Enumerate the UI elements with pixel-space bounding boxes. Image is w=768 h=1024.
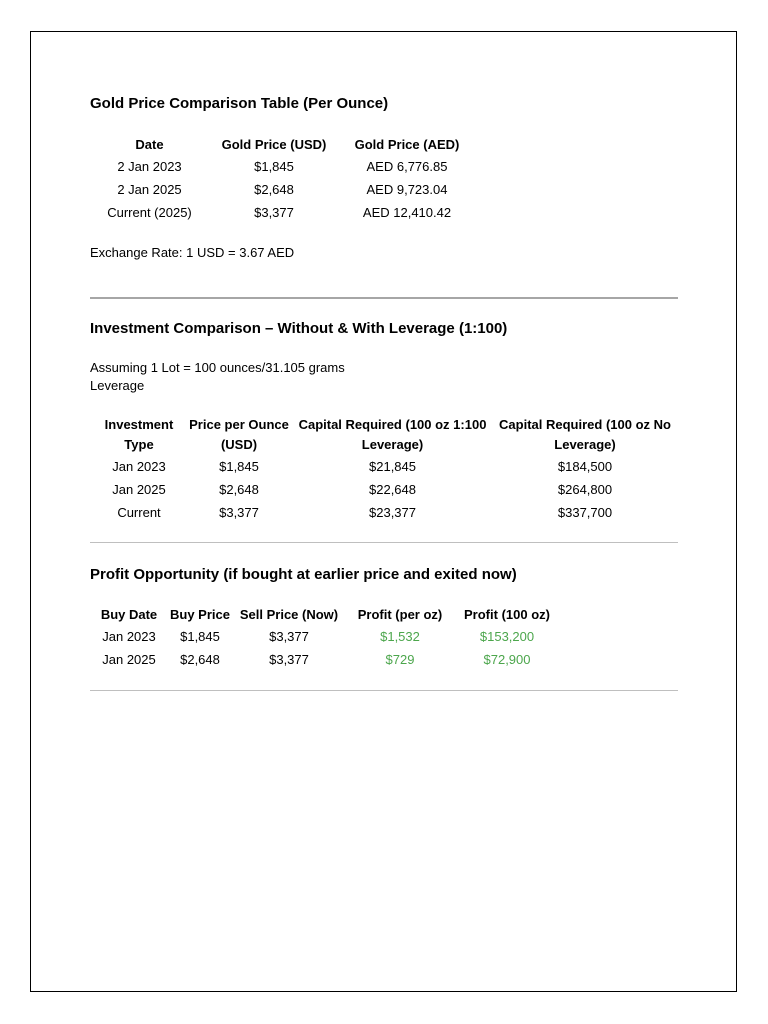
table-header-row	[90, 605, 560, 625]
cell-usd: $3,377	[254, 205, 294, 220]
table-row	[90, 625, 560, 648]
lot-assumption-note: Assuming 1 Lot = 100 ounces/31.105 grams	[90, 360, 345, 375]
header-date: Date	[135, 137, 164, 152]
cell-usd: $2,648	[254, 182, 294, 197]
cell-capital-leverage: $21,845	[369, 459, 416, 474]
investment-table	[90, 415, 675, 524]
cell-profit-per-oz: $729	[385, 652, 415, 667]
cell-sell-price: $3,377	[269, 629, 309, 644]
cell-capital-leverage: $23,377	[369, 505, 416, 520]
cell-capital-no-leverage: $264,800	[557, 482, 613, 497]
cell-capital-no-leverage: $337,700	[557, 505, 613, 520]
cell-profit-100oz: $72,900	[483, 652, 531, 667]
header-gold-usd: Gold Price (USD)	[221, 137, 327, 152]
cell-type: Current	[117, 505, 161, 520]
cell-buy-price: $1,845	[180, 629, 220, 644]
exchange-rate-note: Exchange Rate: 1 USD = 3.67 AED	[90, 245, 295, 260]
table-row	[90, 648, 560, 671]
table-row	[90, 455, 675, 478]
table-header-row	[90, 415, 675, 455]
leverage-label: Leverage	[90, 378, 145, 393]
document-page	[30, 31, 737, 992]
profit-table	[90, 605, 560, 671]
investment-title: Investment Comparison – Without & With Leverage (1:100)	[90, 320, 508, 337]
table-row	[90, 178, 475, 201]
cell-type: Jan 2023	[112, 459, 166, 474]
section-divider	[90, 690, 678, 691]
cell-sell-price: $3,377	[269, 652, 309, 667]
header-buy-date: Buy Date	[100, 607, 158, 622]
cell-capital-no-leverage: $184,500	[557, 459, 613, 474]
header-sell-price: Sell Price (Now)	[239, 607, 339, 622]
header-price-per-ounce: Price per Ounce (USD)	[189, 417, 289, 452]
header-profit-per-oz: Profit (per oz)	[357, 607, 443, 622]
section-divider	[90, 542, 678, 543]
cell-price: $2,648	[219, 482, 259, 497]
table-header-row	[90, 135, 475, 155]
header-buy-price: Buy Price	[170, 607, 230, 622]
header-gold-aed: Gold Price (AED)	[354, 137, 460, 152]
header-investment-type: Investment Type	[104, 417, 174, 452]
cell-date: 2 Jan 2023	[117, 159, 182, 174]
cell-aed: AED 12,410.42	[362, 205, 452, 220]
cell-date: Current (2025)	[107, 205, 192, 220]
table-row	[90, 155, 475, 178]
cell-buy-price: $2,648	[180, 652, 220, 667]
cell-price: $3,377	[219, 505, 259, 520]
cell-aed: AED 6,776.85	[366, 159, 448, 174]
cell-buy-date: Jan 2023	[102, 629, 156, 644]
header-capital-leverage: Capital Required (100 oz 1:100 Leverage)	[298, 417, 487, 452]
cell-profit-per-oz: $1,532	[380, 629, 420, 644]
header-profit-100oz: Profit (100 oz)	[464, 607, 550, 622]
gold-table-title: Gold Price Comparison Table (Per Ounce)	[90, 95, 389, 112]
header-capital-no-leverage: Capital Required (100 oz No Leverage)	[499, 417, 671, 452]
cell-aed: AED 9,723.04	[366, 182, 448, 197]
table-row	[90, 501, 675, 524]
gold-price-table	[90, 135, 475, 224]
cell-price: $1,845	[219, 459, 259, 474]
cell-date: 2 Jan 2025	[117, 182, 182, 197]
profit-title: Profit Opportunity (if bought at earlier price and exited now)	[90, 566, 517, 583]
section-divider	[90, 297, 678, 299]
cell-usd: $1,845	[254, 159, 294, 174]
cell-buy-date: Jan 2025	[102, 652, 156, 667]
cell-type: Jan 2025	[112, 482, 166, 497]
table-row	[90, 201, 475, 224]
cell-profit-100oz: $153,200	[479, 629, 535, 644]
cell-capital-leverage: $22,648	[369, 482, 416, 497]
table-row	[90, 478, 675, 501]
